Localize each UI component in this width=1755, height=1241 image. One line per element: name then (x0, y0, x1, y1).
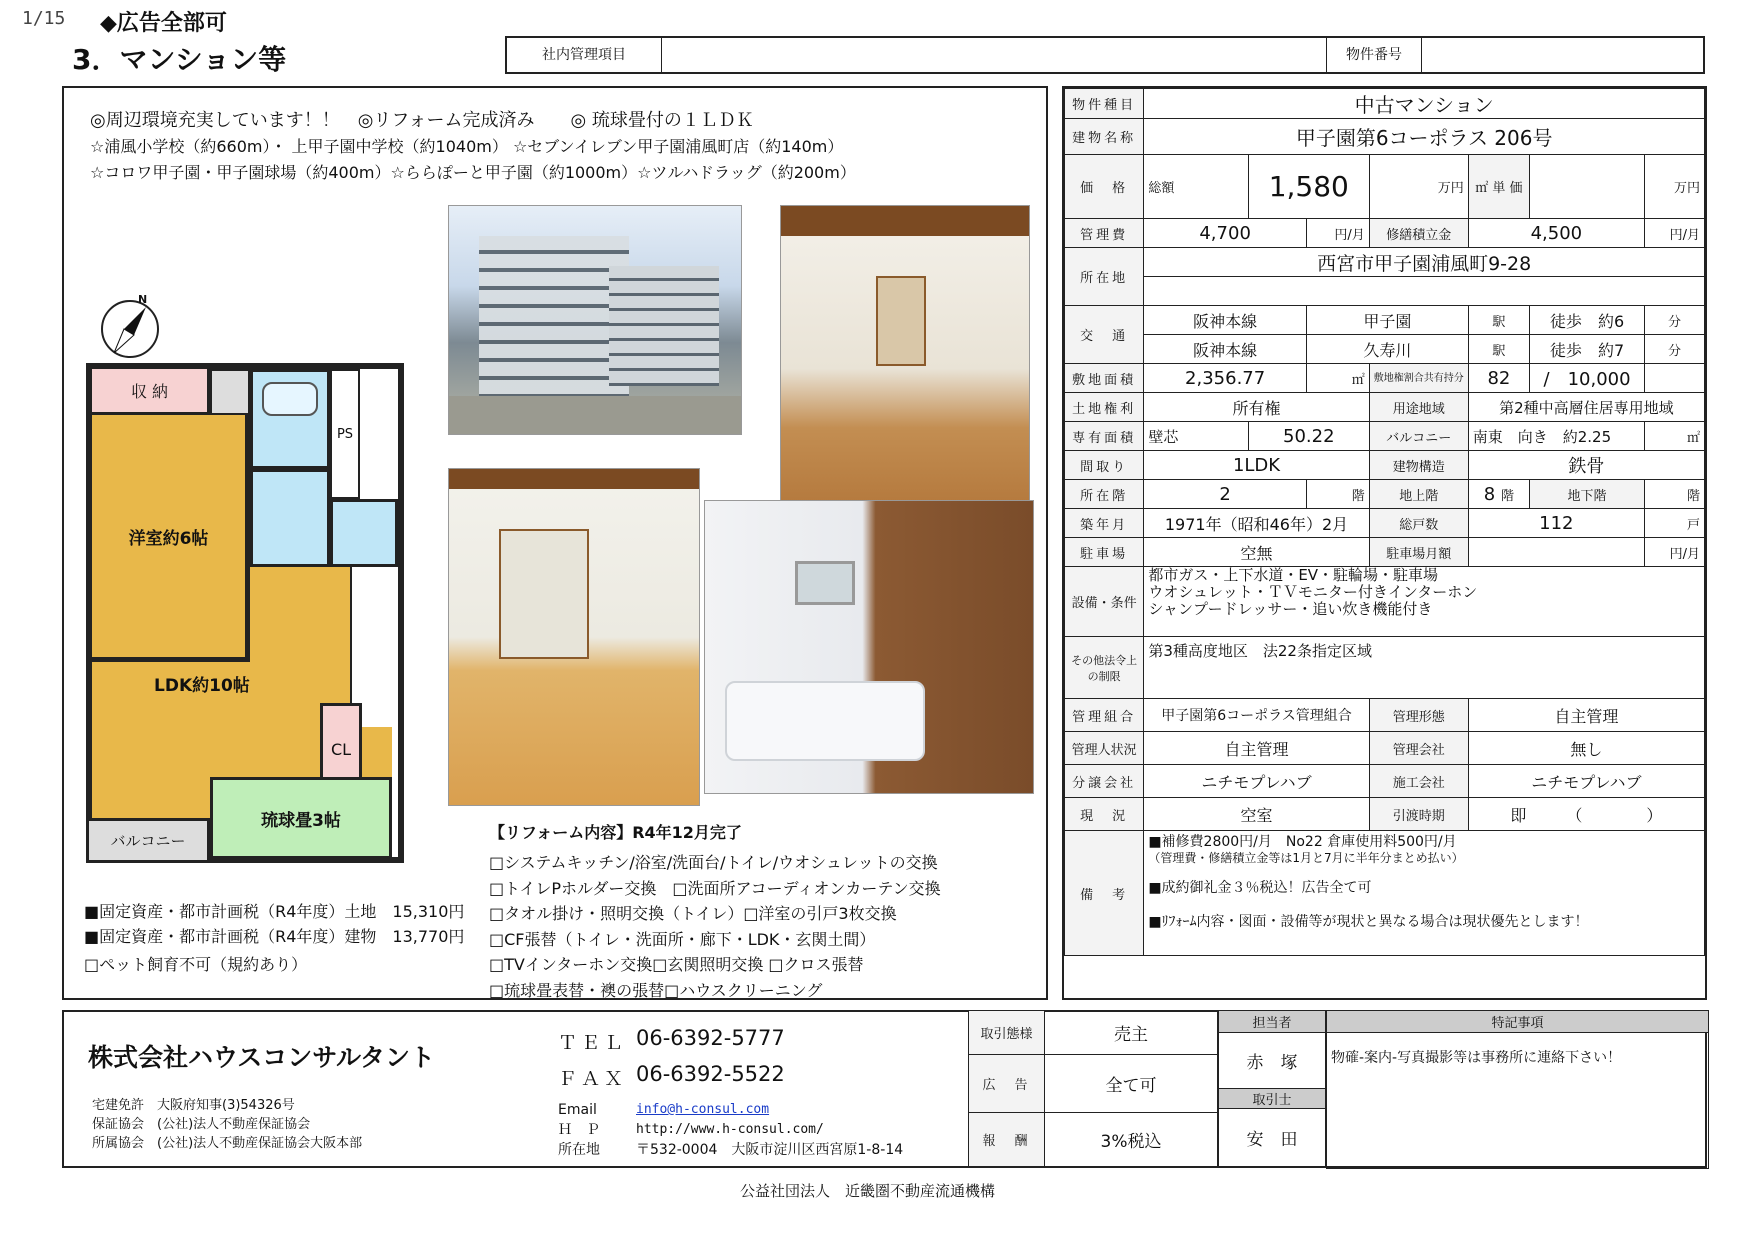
label-notes: 備 考 (1065, 831, 1144, 956)
label-agent: 取引士 (1219, 1089, 1326, 1109)
mgmt-co: 無し (1468, 732, 1704, 765)
label-land-right: 土地権利 (1065, 393, 1144, 422)
parking: 空無 (1144, 538, 1369, 567)
label-traffic: 交 通 (1065, 306, 1144, 364)
label-parking: 駐車場 (1065, 538, 1144, 567)
address: 西宮市甲子園浦風町9-28 (1144, 248, 1705, 277)
building-name: 甲子園第6コーポラス 206号 (1144, 119, 1705, 155)
label-mgr-status: 管理人状況 (1065, 732, 1144, 765)
agent: 安 田 (1219, 1109, 1326, 1167)
reform-item: □琉球畳表替・襖の張替□ハウスクリーニング (489, 980, 823, 1000)
nearby-1: ☆浦風小学校（約660m）・ 上甲子園中学校（約1040m） ☆セブンイレブン甲子園浦風町店（約140m） (90, 137, 844, 156)
label-balcony: バルコニー (1369, 422, 1468, 451)
wall-center: 壁芯 (1144, 422, 1249, 451)
deal-table (968, 1010, 1218, 1167)
reform-item: □CF張替（トイレ・洗面所・廊下・LDK・玄関土間） (489, 929, 876, 949)
minutes-2: 約7 (1597, 340, 1625, 360)
photo-bathroom (704, 500, 1034, 794)
above-floors: 8 (1483, 483, 1496, 505)
area-value: 50.22 (1248, 422, 1369, 451)
reform-item: □システムキッチン/浴室/洗面台/トイレ/ウオシュレットの交換 (489, 853, 938, 872)
mgmt-fee: 4,700 (1144, 219, 1307, 248)
floor-unit: 階 (1306, 480, 1369, 509)
share-b: 10,000 (1567, 369, 1631, 390)
label-structure: 建物構造 (1369, 451, 1468, 480)
balcony-area: 約2.25 (1562, 427, 1612, 446)
guarantee-assoc: 保証協会 (公社)法人不動産保証協会 (92, 1117, 311, 1132)
organization: 公益社団法人 近畿圏不動産流通機構 (740, 1182, 996, 1200)
unit-1: 分 (1644, 306, 1704, 335)
fee: 3%税込 (1045, 1113, 1218, 1167)
below-unit: 階 (1686, 488, 1700, 504)
address-label: 所在地 (558, 1142, 600, 1158)
nearby-2: ☆コロワ甲子園・甲子園球場（約400m）☆ららぽーと甲子園（約1000m）☆ツルハドラッグ（約200m） (90, 163, 856, 182)
compass-n: N (138, 293, 148, 306)
above-unit: 階 (1500, 488, 1514, 504)
label-name: 建物名称 (1065, 119, 1144, 155)
entrance (210, 369, 250, 415)
eki-2: 駅 (1468, 335, 1529, 364)
room-ldk: LDK約10帖 (154, 676, 250, 696)
station-2: 久寿川 (1306, 335, 1468, 364)
minutes-1: 約6 (1597, 311, 1625, 331)
staff: 赤 塚 (1219, 1033, 1326, 1089)
label-area: 専有面積 (1065, 422, 1144, 451)
unit-price-value (1530, 155, 1645, 219)
mgmt-bar (505, 36, 1705, 74)
footer (62, 1010, 1707, 1168)
mgr-status: 自主管理 (1144, 732, 1369, 765)
label-current: 現 況 (1065, 798, 1144, 831)
special-note: 物確-案内-写真撮影等は事務所に連絡下さい！ (1327, 1033, 1709, 1169)
member-assoc: 所属協会 (公社)法人不動産保証協会大阪本部 (92, 1136, 363, 1151)
compass-icon (100, 299, 160, 359)
photo-exterior (448, 205, 742, 435)
line-2: 阪神本線 (1144, 335, 1307, 364)
label-layout: 間取り (1065, 451, 1144, 480)
balcony: バルコニー (86, 818, 210, 863)
label-type: 物件種目 (1065, 89, 1144, 119)
tel: 06-6392-5777 (636, 1026, 785, 1050)
label-law: その他法令上の制限 (1065, 637, 1144, 699)
balcony-unit: ㎡ (1644, 422, 1704, 451)
label-seller: 分譲会社 (1065, 765, 1144, 798)
label-mgmt-co: 管理会社 (1369, 732, 1468, 765)
label-built: 築年月 (1065, 509, 1144, 538)
note-line: （管理費・修繕積立金等は1月と7月に半年分まとめ払い） (1148, 851, 1464, 865)
note-line: ■補修費2800円/月 No22 倉庫使用料500円/月 (1148, 834, 1457, 850)
catch-copy: ◎周辺環境充実しています！！ ◎リフォーム完成済み ◎ 琉球畳付の１ＬＤＫ (90, 110, 754, 131)
property-number-value (1422, 38, 1703, 72)
company-name: 株式会社ハウスコンサルタント (88, 1043, 436, 1072)
label-equipment: 設備・条件 (1065, 567, 1144, 637)
price-value: 1,580 (1248, 155, 1369, 219)
label-ad: 広 告 (969, 1055, 1045, 1113)
ad-permission: 全て可 (1045, 1055, 1218, 1113)
label-floor: 所在階 (1065, 480, 1144, 509)
tel-label: ＴＥＬ (558, 1032, 628, 1054)
share-a: 82 (1468, 364, 1529, 393)
walk-1: 徒歩 (1549, 311, 1582, 331)
label-share: 敷地権割合共有持分 (1369, 364, 1468, 393)
hp-label: Ｈ Ｐ (558, 1122, 600, 1138)
ps-shaft: PS (330, 369, 360, 499)
property-type: 中古マンション (1144, 89, 1705, 119)
deal-type: 売主 (1045, 1011, 1218, 1055)
special-table (1326, 1010, 1709, 1169)
floor-plan (64, 203, 424, 863)
note-line: ■成約御礼金３％税込！広告全て可 (1148, 880, 1372, 896)
tax-building: ■固定資産・都市計画税（R4年度）建物 13,770円 (84, 927, 465, 946)
label-above: 地上階 (1369, 480, 1468, 509)
repair-unit: 円/月 (1644, 219, 1704, 248)
label-unit-price: ㎡ 単 価 (1468, 155, 1529, 219)
seller: ニチモプレハブ (1144, 765, 1369, 798)
pet-policy: □ペット飼育不可（規約あり） (84, 955, 308, 974)
tax-land: ■固定資産・都市計画税（R4年度）土地 15,310円 (84, 902, 465, 921)
price-total-label: 総額 (1148, 181, 1175, 196)
email-link[interactable]: info@h-consul.com (636, 1102, 770, 1117)
label-builder: 施工会社 (1369, 765, 1468, 798)
share-slash: / (1543, 369, 1550, 390)
reform-title: 【リフォーム内容】R4年12月完了 (489, 823, 742, 842)
photo-western-room (448, 468, 700, 806)
spec-panel (1062, 86, 1707, 1000)
parking-fee (1468, 538, 1644, 567)
staff-table (1218, 1010, 1326, 1167)
category-title: 3．マンション等 (72, 43, 287, 76)
land-right: 所有権 (1144, 393, 1369, 422)
label-staff: 担当者 (1219, 1011, 1326, 1033)
reform-item: □タオル掛け・照明交換（トイレ）□洋室の引戸3枚交換 (489, 904, 897, 923)
structure: 鉄骨 (1468, 451, 1704, 480)
mgmt-form: 自主管理 (1468, 699, 1704, 732)
built-date: 1971年（昭和46年）2月 (1144, 509, 1369, 538)
mgmt-label: 社内管理項目 (507, 38, 662, 72)
site-area: 2,356.77 (1144, 364, 1307, 393)
label-mgmt-form: 管理形態 (1369, 699, 1468, 732)
room-closet: CL (320, 703, 362, 795)
site-unit: ㎡ (1306, 364, 1369, 393)
layout: 1LDK (1144, 451, 1369, 480)
hp-link[interactable]: http://www.h-consul.com/ (636, 1122, 824, 1137)
label-zone: 用途地域 (1369, 393, 1468, 422)
parking-fee-unit: 円/月 (1644, 538, 1704, 567)
company-address: 〒532-0004 大阪市淀川区西宮原1-8-14 (636, 1142, 904, 1158)
unit-2: 分 (1644, 335, 1704, 364)
repair-fund: 4,500 (1468, 219, 1644, 248)
washroom (250, 469, 330, 567)
mgmt-value (662, 38, 1327, 72)
property-number-label: 物件番号 (1327, 38, 1422, 72)
mgmt-fee-unit: 円/月 (1306, 219, 1369, 248)
bathroom (250, 369, 330, 469)
eki-1: 駅 (1468, 306, 1529, 335)
law-restriction: 第3種高度地区 法22条指定区域 (1144, 637, 1705, 699)
label-delivery: 引渡時期 (1369, 798, 1468, 831)
walk-2: 徒歩 (1549, 340, 1582, 360)
zone: 第2種中高層住居専用地域 (1468, 393, 1704, 422)
label-site: 敷地面積 (1065, 364, 1144, 393)
label-union: 管理組合 (1065, 699, 1144, 732)
unit-price-unit: 万円 (1644, 155, 1704, 219)
label-units: 総戸数 (1369, 509, 1468, 538)
reform-item: □TVインターホン交換□玄関照明交換 □クロス張替 (489, 955, 864, 974)
equipment-line: 都市ガス・上下水道・EV・駐輪場・駐車場 (1148, 566, 1439, 584)
total-units: 112 (1468, 509, 1644, 538)
label-special: 特記事項 (1327, 1011, 1709, 1033)
line-1: 阪神本線 (1144, 306, 1307, 335)
toilet (330, 499, 398, 567)
label-deal: 取引態様 (969, 1011, 1045, 1055)
room-western: 洋室約6帖 (92, 415, 250, 662)
reform-item: □トイレPホルダー交換 □洗面所アコーディオンカーテン交換 (489, 878, 941, 898)
label-price: 価 格 (1065, 155, 1144, 219)
units-unit: 戸 (1644, 509, 1704, 538)
equipment-line: ウオシュレット・ＴＶモニター付きインターホン (1148, 583, 1478, 601)
note-line: ■ﾘﾌｫｰﾑ内容・図面・設備等が現状と異なる場合は現状優先とします！ (1148, 914, 1589, 930)
label-address: 所在地 (1065, 248, 1144, 306)
room-storage: 収 納 (92, 369, 210, 415)
email-label: Email (558, 1102, 597, 1118)
left-panel (62, 86, 1048, 1000)
reform-list (489, 850, 941, 1003)
photo-hallway (780, 205, 1030, 503)
label-below: 地下階 (1530, 480, 1645, 509)
fax: 06-6392-5522 (636, 1062, 785, 1086)
price-unit: 万円 (1369, 155, 1468, 219)
balcony-dir: 南東 向き (1472, 427, 1548, 446)
license: 宅建免許 大阪府知事(3)54326号 (92, 1098, 295, 1113)
mgmt-union: 甲子園第6コーポラス管理組合 (1144, 699, 1369, 732)
floor: 2 (1144, 480, 1307, 509)
label-fee: 報 酬 (969, 1113, 1045, 1167)
station-1: 甲子園 (1306, 306, 1468, 335)
label-repair: 修繕積立金 (1369, 219, 1468, 248)
label-parking-fee: 駐車場月額 (1369, 538, 1468, 567)
current-status: 空室 (1144, 798, 1369, 831)
delivery: 即 （ ） (1468, 798, 1704, 831)
room-tatami: 琉球畳3帖 (210, 777, 392, 859)
equipment-line: シャンプードレッサー・追い炊き機能付き (1148, 600, 1433, 618)
ad-note: ◆広告全部可 (100, 11, 227, 36)
fax-label: ＦＡＸ (558, 1068, 628, 1090)
label-mgmt-fee: 管理費 (1065, 219, 1144, 248)
page-number: 1/15 (22, 8, 66, 29)
builder: ニチモプレハブ (1468, 765, 1704, 798)
